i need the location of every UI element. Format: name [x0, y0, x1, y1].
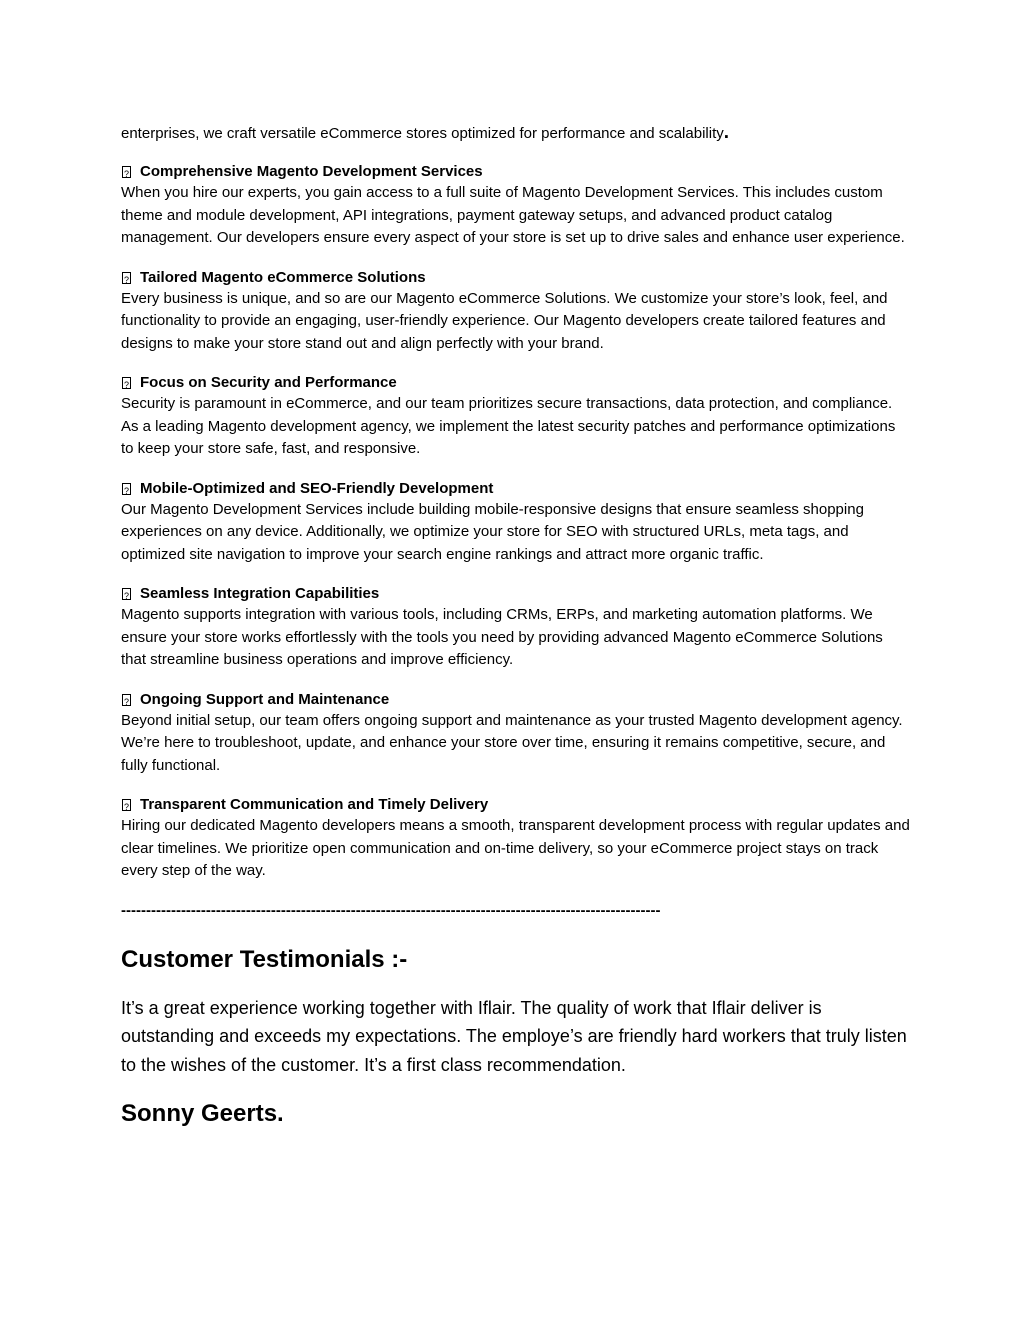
section-title-row	[121, 584, 911, 604]
intro-paragraph	[121, 122, 911, 144]
section-title: Ongoing Support and Maintenance	[140, 690, 390, 708]
section-body: Security is paramount in eCommerce, and our team prioritizes secure transactions, data protection, and compliance. As a leading Magento development agency, we implement the latest security patches and performance optimizations to keep your store safe, fast, and responsive.	[121, 395, 896, 457]
section-title: Focus on Security and Performance	[140, 374, 397, 391]
missing-glyph-icon	[122, 694, 131, 706]
section-title: Mobile-Optimized and SEO-Friendly Development	[140, 479, 494, 497]
section-title-row	[121, 268, 911, 288]
section-body: Every business is unique, and so are our Magento eCommerce Solutions. We customize your store’s look, feel, and functionality to provide an engaging, user-friendly experience. Our Magento developers create tailored features and designs to make your store stand out and align perfectly with your brand.	[121, 289, 888, 352]
missing-glyph-icon	[122, 377, 131, 389]
section-support-maintenance	[121, 690, 911, 778]
section-title-row	[121, 373, 911, 393]
section-title: Comprehensive Magento Development Services	[140, 163, 483, 180]
missing-glyph-icon	[122, 799, 131, 811]
section-title-row	[121, 479, 911, 499]
section-title: Tailored Magento eCommerce Solutions	[140, 268, 426, 286]
intro-text: enterprises, we craft versatile eCommerce stores optimized for performance and scalability	[121, 125, 724, 142]
dashed-divider: ------------------------------------------------------------------------------------------------------------	[121, 901, 661, 919]
section-tailored-solutions	[121, 268, 911, 356]
missing-glyph-icon	[122, 588, 131, 600]
section-body: When you hire our experts, you gain access to a full suite of Magento Development Services. This includes custom theme and module development, API integrations, payment gateway setups, and advanced product catalog management. Our developers ensure every aspect of your store is set up to drive sales and enhance user experience.	[121, 184, 905, 246]
section-integration	[121, 584, 911, 672]
section-title: Seamless Integration Capabilities	[140, 585, 380, 602]
intro-end-mark: .	[723, 122, 730, 143]
document-page	[121, 122, 911, 1129]
section-security-performance	[121, 373, 911, 461]
section-title: Transparent Communication and Timely Delivery	[140, 796, 489, 813]
testimonial-quote: It’s a great experience working together with Iflair. The quality of work that Iflair deliver is outstanding and exceeds my expectations. The employe’s are friendly hard workers that truly listen to the wishes of the customer. It’s a first class recommendation.	[121, 997, 907, 1075]
section-body: Magento supports integration with various tools, including CRMs, ERPs, and marketing automation platforms. We ensure your store works effortlessly with the tools you need by providing advanced Magento eCommerce Solutions that streamline business operations and improve efficiency.	[121, 606, 883, 668]
section-body: Our Magento Development Services include building mobile-responsive designs that ensure seamless shopping experiences on any device. Additionally, we optimize your store for SEO with structured URLs, meta tags, and optimized site navigation to improve your search engine rankings and attract more organic traffic.	[121, 500, 864, 563]
section-title-row	[121, 162, 911, 182]
section-communication-delivery	[121, 795, 911, 883]
missing-glyph-icon	[122, 483, 131, 495]
section-body: Beyond initial setup, our team offers ongoing support and maintenance as your trusted Magento development agency. We’re here to troubleshoot, update, and enhance your store over time, ensuring it remains competitive, secure, and fully functional.	[121, 711, 903, 774]
section-body: Hiring our dedicated Magento developers means a smooth, transparent development process with regular updates and clear timelines. We prioritize open communication and on-time delivery, so your eCommerce project stays on track every step of the way.	[121, 817, 910, 879]
section-title-row	[121, 795, 911, 815]
section-comprehensive-services	[121, 162, 911, 250]
section-title-row	[121, 690, 911, 710]
missing-glyph-icon	[122, 166, 131, 178]
section-mobile-seo	[121, 479, 911, 567]
testimonial-author: Sonny Geerts.	[121, 1100, 284, 1127]
testimonials-heading: Customer Testimonials :-	[121, 945, 408, 973]
missing-glyph-icon	[122, 272, 131, 284]
